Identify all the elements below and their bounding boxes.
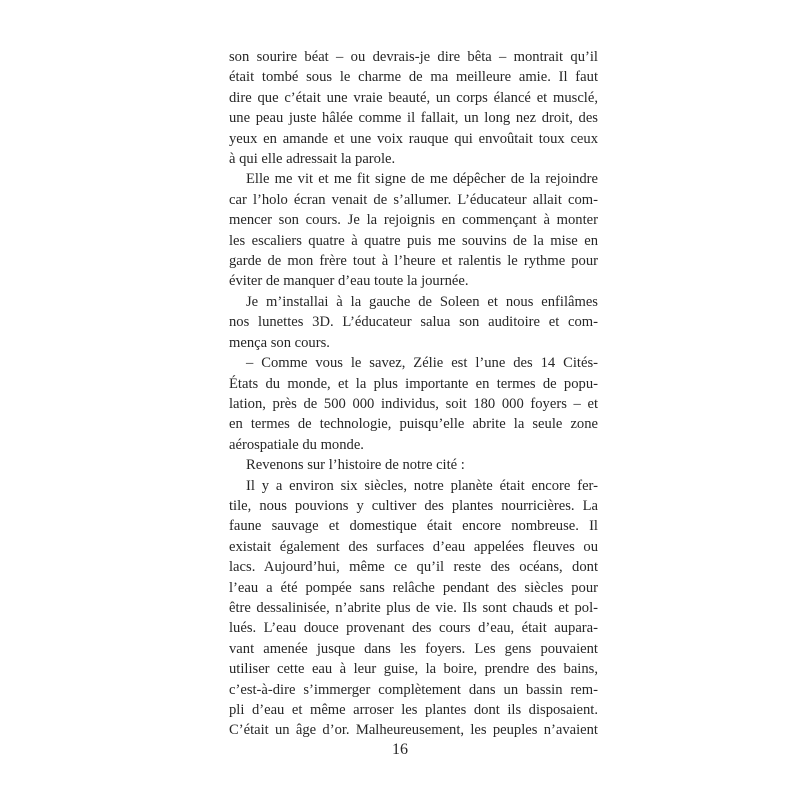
page-number: 16 [392, 741, 408, 758]
text-line: à qui elle adressait la parole. [229, 151, 396, 168]
text-line: une peau juste hâlée comme il fallait, un long nez droit, des [229, 110, 598, 127]
text-line: faune sauvage et domestique était encore nombreuse. Il [229, 518, 598, 535]
paragraph [229, 455, 598, 475]
text-line: les escaliers quatre à quatre puis me souvins de la mise en [229, 232, 598, 249]
text-line: Revenons sur l’histoire de notre cité : [246, 457, 465, 474]
text-line: tile, nous pouvions y cultiver des plantes nourricières. La [229, 497, 598, 514]
text-line: lués. L’eau douce provenant des cours d’eau, était aupara- [229, 620, 598, 637]
text-line: existait également des surfaces d’eau appelées fleuves ou [229, 538, 598, 555]
text-line: aérospatiale du monde. [229, 436, 364, 453]
text-line: États du monde, et la plus importante en termes de popu- [229, 375, 598, 392]
text-line: en termes de technologie, puisqu’elle abrite la seule zone [229, 416, 598, 433]
text-line: nos lunettes 3D. L’éducateur salua son auditoire et com- [229, 314, 598, 331]
text-line: garde de mon frère tout à l’heure et ralentis le rythme pour [229, 253, 598, 270]
text-line: Elle me vit et me fit signe de me dépêcher de la rejoindre [246, 171, 598, 188]
paragraph [229, 169, 598, 291]
text-line: Il y a environ six siècles, notre planète était encore fer- [246, 477, 598, 494]
text-line: C’était un âge d’or. Malheureusement, les peuples n’avaient [229, 722, 598, 739]
body-text [229, 47, 598, 741]
paragraph [229, 353, 598, 455]
text-line: lacs. Aujourd’hui, même ce qu’il reste des océans, dont [229, 559, 598, 576]
text-line: utiliser cette eau à leur guise, la boire, prendre des bains, [229, 661, 598, 678]
text-line: était tombé sous le charme de ma meilleure amie. Il faut [229, 69, 598, 86]
paragraph [229, 292, 598, 353]
text-line: l’eau a été pompée sans relâche pendant des siècles pour [229, 579, 598, 596]
text-line: car l’holo écran venait de s’allumer. L’éducateur allait com- [229, 191, 598, 208]
text-line: Je m’installai à la gauche de Soleen et nous enfilâmes [246, 293, 598, 310]
text-line: pli d’eau et même arroser les plantes dont ils disposaient. [229, 702, 598, 718]
text-line: dire que c’était une vraie beauté, un corps élancé et musclé, [229, 89, 598, 106]
text-line: lation, près de 500 000 individus, soit 180 000 foyers – et [229, 395, 598, 412]
paragraph [229, 47, 598, 169]
text-line: vant amenée jusque dans les foyers. Les gens pouvaient [229, 640, 598, 657]
text-line: son sourire béat – ou devrais-je dire bêta – montrait qu’il [229, 49, 598, 65]
text-line: yeux en amande et une voix rauque qui envoûtait toux ceux [229, 130, 598, 147]
text-line: – Comme vous le savez, Zélie est l’une des 14 Cités- [246, 355, 598, 372]
text-line: éviter de manquer d’eau toute la journée. [229, 273, 469, 290]
text-line: être dessalinisée, n’abrite plus de vie. Ils sont chauds et pol- [229, 599, 598, 616]
text-line: c’est-à-dire s’immerger complètement dans un bassin rem- [229, 681, 598, 698]
text-line: mencer son cours. Je la rejoignis en commençant à monter [229, 212, 598, 229]
paragraph [229, 476, 598, 741]
text-line: mença son cours. [229, 334, 330, 351]
